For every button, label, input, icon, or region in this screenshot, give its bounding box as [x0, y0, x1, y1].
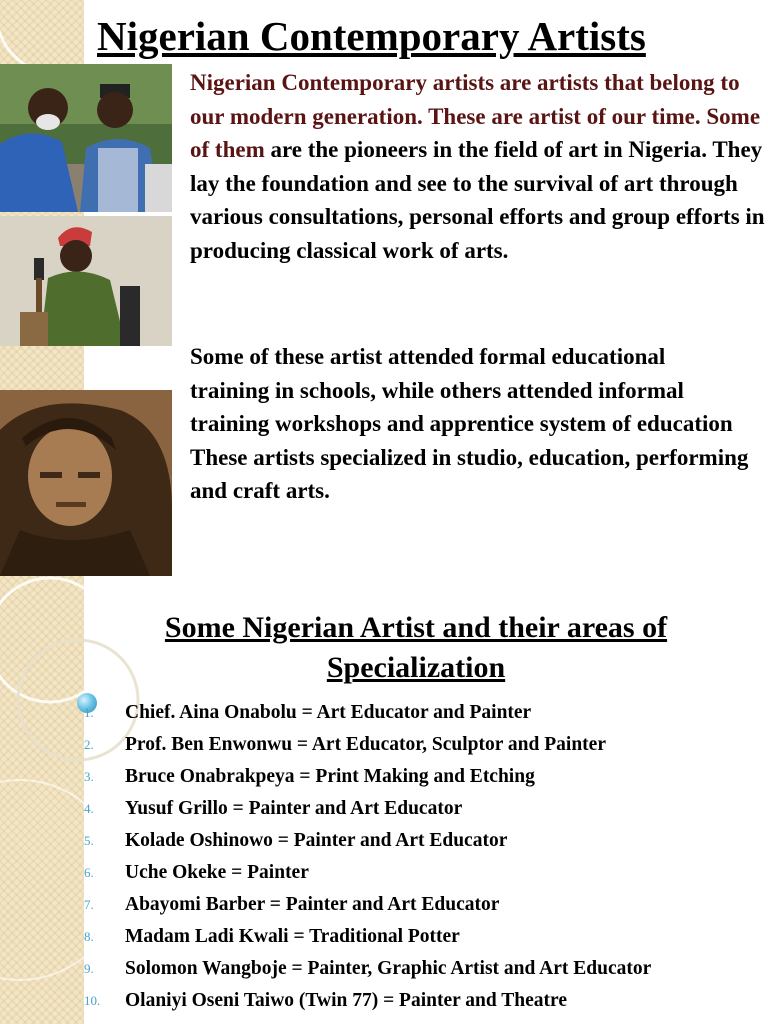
item-number: 9.: [84, 961, 94, 976]
item-text: Chief. Aina Onabolu = Art Educator and Painter: [125, 702, 532, 723]
item-text: Madam Ladi Kwali = Traditional Potter: [125, 926, 460, 947]
item-text: Olaniyi Oseni Taiwo (Twin 77) = Painter and Theatre: [125, 990, 567, 1011]
item-number: 4.: [84, 801, 94, 816]
page-title: Nigerian Contemporary Artists: [97, 13, 646, 59]
photo-sculptor-artist: [0, 216, 172, 346]
education-paragraph: Some of these artist attended formal educational training in schools, while others attended informal training workshops and apprentice system of education These artists specialized in studio, education, performing and craft arts.: [190, 344, 749, 503]
item-text: Abayomi Barber = Painter and Art Educator: [125, 894, 500, 915]
list-item: [84, 953, 764, 985]
artists-list: [84, 697, 764, 1017]
item-text: Prof. Ben Enwonwu = Art Educator, Sculptor and Painter: [125, 734, 606, 755]
item-text: Yusuf Grillo = Painter and Art Educator: [125, 798, 463, 819]
list-item: [84, 697, 764, 729]
item-text: Solomon Wangboje = Painter, Graphic Artist and Art Educator: [125, 958, 652, 979]
list-item: [84, 761, 764, 793]
item-text: Uche Okeke = Painter: [125, 862, 309, 883]
intro-rest: are the pioneers in the field of art in Nigeria. They lay the foundation and see to the survival of art through various consultations, personal efforts and group efforts in producing classical work of arts.: [190, 137, 765, 263]
item-text: Kolade Oshinowo = Painter and Art Educator: [125, 830, 508, 851]
item-number: 6.: [84, 865, 94, 880]
list-item: [84, 793, 764, 825]
photo-woman-artist: [0, 390, 172, 576]
list-item: [84, 857, 764, 889]
item-number: 10.: [84, 993, 101, 1008]
intro-paragraph: [190, 66, 766, 267]
list-item: [84, 921, 764, 953]
photo-two-artists: [0, 64, 172, 212]
item-number: 5.: [84, 833, 94, 848]
intro-highlight: Nigerian Contemporary artists are artists that belong to our modern generation. These are artist of our time. Some of them: [190, 70, 761, 162]
item-number: 3.: [84, 769, 94, 784]
list-item: [84, 889, 764, 921]
item-number: 7.: [84, 897, 94, 912]
list-item: [84, 825, 764, 857]
list-item: [84, 729, 764, 761]
item-text: Bruce Onabrakpeya = Print Making and Etching: [125, 766, 535, 787]
list-item: [84, 985, 764, 1017]
item-number: 8.: [84, 929, 94, 944]
list-heading: Some Nigerian Artist and their areas of Specialization: [164, 611, 668, 684]
item-number: 1.: [84, 705, 94, 720]
item-number: 2.: [84, 737, 94, 752]
